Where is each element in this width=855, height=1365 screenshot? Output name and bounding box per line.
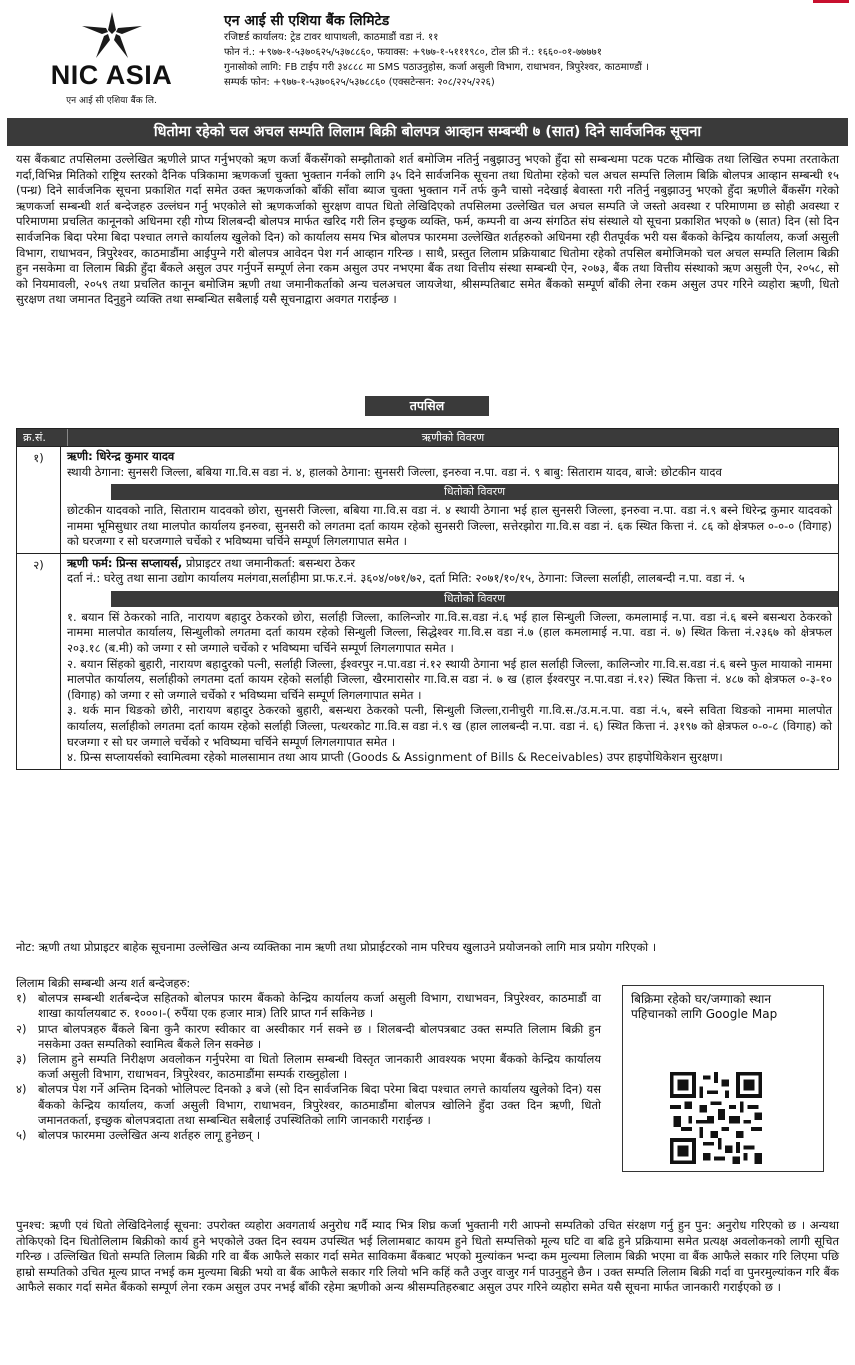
row-number: २) [17,554,61,769]
col-sn-header: क्र.सं. [17,429,68,446]
col-detail-header: ऋणीको विवरण [421,431,485,444]
borrower-detail: स्थायी ठेगाना: सुनसरी जिल्ला, बबिया गा.वि.स वडा नं. ४, हालको ठेगाना: सुनसरी जिल्ला, इनरुवा न.पा. वडा नं. ९ बाबु: सिताराम यादव, बाजे: छोटकीन यादव [67,464,722,479]
borrower-info [61,447,838,482]
terms-title: लिलाम बिक्री सम्बन्धी अन्य शर्त बन्देजहरु: [16,976,191,990]
qr-caption: बिक्रिमा रहेको घर/जग्गाको स्थान पहिचानको लागि Google Map [631,992,778,1021]
borrower-label: ऋणी: [67,449,93,463]
borrower-label: ऋणी फर्म: [67,555,113,570]
proprietor-detail: प्रोप्राइटर तथा जमानीकर्ता: बसन्धरा ठेकर [182,555,356,570]
logo-subtitle: एन आई सी एशिया बैंक लि. [66,96,157,106]
qr-code-icon[interactable] [670,1072,762,1164]
intro-paragraph: यस बैंकबाट तपसिलमा उल्लेखित ऋणीले प्राप्त गर्नुभएको ऋण कर्जा बैंकसँगको सम्झौताको शर्त बमोजिम नतिर्नु नबुझाउनु भएको हुँदा सो सम्बन्धमा पटक पटक मौखिक तथा लिखित रुपमा तरताकेता गर्दा,विभिन्न मितिको राष्ट्रिय स्तरको दैनिक पत्रिकामा ऋणकर्जा चुक्ता भुक्तान गर्नको लागि ३५ दिने सार्वजनिक सूचना तथा धितोमा रहेको चल अचल सम्पत्ति लिलाम बिक्रि बोलपत्र आव्हान सम्बन्धी १५ (पन्ध्र) दिने सार्वजनिक सूचना प्रकाशित गर्दा समेत उक्त ऋणकर्जाको बाँकी साँवा ब्याज चुक्ता भुक्तान गर्ने तर्फ कुनै चासो नदेखाई बेवास्ता गरी नतिर्नु नबुझाउनु भएको हुँदा ऋणीले बैंकसँग गरेको ऋणकर्जा सम्बन्धी शर्त बन्देजहरु उल्लंघन गर्नु भएकोले सो ऋणकर्जाको सुरक्षण वापत धितो लेखिदिएको तपसिलमा उल्लेखित चल अचल सम्पति जे जस्तो अवस्था र परिमाणमा छ सोही अवस्था र परिमाणमा प्रचलित कानूनको अधिनमा रही गोप्य शिलबन्दी बोलपत्र मार्फत खरिद गरी लिन इच्छुक व्यक्ति, फर्म, कम्पनी वा अन्य संगठित संघ संस्थाले यो सूचना प्रकाशित भएको ७ (सात) दिन (सो दिन सार्वजनिक बिदा परेमा बिदा पश्चात लगत्ते कार्यालय खुलेको दिन) को कार्यालय समय भित्र बोलपत्र फारममा उल्लेखित शर्तहरुको अधिनमा रही रीतपूर्वक भरी यस बैंकको केन्द्रिय कार्यालय, कर्जा असुली विभाग, राधाभवन, त्रिपुरेश्वर, काठमाडौंमा आईपुग्ने गरी बोलपत्र आवेदन पेश गर्न आव्हान गरिन्छ । साथै, प्रस्तुत लिलाम प्रक्रियाबाट धितोमा रहेको तपसिल बमोजिमको चल अचल सम्पति लिलाम बिक्री हुन नसकेमा वा लिलाम बिक्री हुँदा बैंकले असुल उपर गर्नुपर्ने सम्पूर्ण लेना रकम असुल उपर नभएमा बैंक तथा वित्तीय संस्था सम्बन्धी ऐन, २०७३, बैंक तथा वित्तीय संस्थाको ऋण असुली ऐन, २०५८, सो को नियमावली, २०५९ तथा प्रचलित कानून बमोजिम ऋणी तथा जमानीकर्ताको अन्य चलअचल जायजेथा, श्रीसम्पतिबाट समेत बैंकको सम्पूर्ण बाँकी लेना रकम असुल उपर गरिने व्यहोरा ऋणी, धितो सुरक्षण तथा जमानत दिनुहुने व्यक्ति तथा सम्बन्धित सबैलाई यसै सूचनाद्वारा अवगत गराईन्छ । [16,152,839,307]
list-item: ५) बोलपत्र फारममा उल्लेखित अन्य शर्तहरु लागू हुनेछन् । [16,1128,261,1143]
contact-line: रजिष्टर्ड कार्यालय: ट्रेड टावर थापाथली, काठमाडौं वडा नं. ११ [224,32,439,43]
star-logo-icon [82,12,142,58]
tapsil-heading: तपसिल [365,396,489,416]
bank-contact-info [224,12,841,90]
header [14,12,841,112]
notice-title: धितोमा रहेको चल अचल सम्पति लिलाम बिक्री बोलपत्र आव्हान सम्बन्धी ७ (सात) दिने सार्वजनिक सूचना [7,118,848,146]
contact-line: फोन नं.: +९७७-१-५३७०६२५/५३७८८६०, फयाक्स: +९७७-१-५१११९८०, टोल फ्री नं.: १६६०-०१-७७७७१ [224,47,602,58]
postscript: पुनश्च: ऋणी एवं धितो लेखिदिनेलाई सूचना: उपरोक्त व्यहोरा अवगतार्थ अनुरोध गर्दै म्याद भित्र शिघ्र कर्जा भुक्तानी गरी आफ्नो सम्पतिको उचित संरक्षण गर्नु हुन पुन: अनुरोध गरिएको छ । अन्यथा तोकिएको दिन धितोलिलाम बिक्रीको कार्य हुने भएकोले उक्त दिन स्वयम उपस्थित भई लिलामबाट कायम हुने धितो सम्पत्तिको मूल्य घटि वा बढि हुने प्रक्रियामा समेत प्रत्यक्ष अवलोकनको लागी सूचित गरिन्छ । उल्लिखित धितो सम्पति लिलाम बिक्री गरि वा बैंक आफैले सकार गर्दा समेत साविकमा बैंकबाट भएको मुल्यांकन भन्दा कम मुल्यमा लिलाम बिक्री भएमा वा बैंक आफैले सकार गरि लिएमा पछि हाम्रो सम्पतिको उचित मूल्य प्राप्त नभई कम मुल्यमा बिक्री भयो वा बैंक आफैले सकार गरि लियो भनि कहिं कतै उजुर वाजुर गर्न पाउनुहुने छैन । उक्त सम्पति लिलाम बिक्री गर्दा वा पुनरमुल्यांकन गरि बैंक आफैले सकार गर्दा समेत बैंकको सम्पूर्ण लेना रकम असुल उपर नभई बाँकी रहेमा ऋणीको अन्य श्रीसम्पतिहरुबाट असुल उपर गरिने व्यहोरा समेत यसै सूचना मार्फत जानकारी गराईएको छ । [16,1218,839,1294]
bank-name: एन आई सी एशिया बैंक लिमिटेड [224,13,390,29]
contact-line: सम्पर्क फोन: +९७७-१-५३७०६२५/५३७८८६० (एक्सटेन्सन: २०८/२२५/२२६) [224,77,495,88]
collateral-heading: धितोको विवरण [111,484,838,500]
list-item: ४. प्रिन्स सप्लायर्सको स्वामित्वमा रहेको मालसामान तथा आय प्राप्ती (Goods & Assignment of Bills & Receivables) उपर हाइपोथिकेशन सुरक्षण। [67,750,723,765]
logo-text: NIC ASIA [50,60,173,90]
collateral-list [61,607,838,769]
list-item: १) बोलपत्र सम्बन्धी शर्तबन्देज सहितको बोलपत्र फारम बैंकको केन्द्रिय कार्यालय कर्जा असुली विभाग, राधाभवन, त्रिपुरेश्वर, काठमाडौं वा शाखा कार्यालयबाट रु. १०००।-( रुपैंया एक हजार मात्र) तिरि प्राप्त गर्न सकिनेछ । [16,991,601,1021]
corner-accent [813,0,849,3]
map-qr-box [622,985,824,1172]
table-row [17,446,838,553]
list-item: २) प्राप्त बोलपत्रहरु बैंकले बिना कुनै कारण स्वीकार वा अस्वीकार गर्न सक्ने छ । शिलबन्दी बोलपत्रबाट उक्त सम्पति लिलाम बिक्री हुन नसकेमा उक्त सम्पतिको स्वामित्व बैंकले लिन सक्नेछ । [16,1021,601,1051]
borrower-info [61,554,838,589]
collateral-detail: छोटकीन यादवको नाति, सिताराम यादवको छोरा, सुनसरी जिल्ला, बबिया गा.वि.स वडा नं. ४ स्थायी ठेगाना भई हाल सुनसरी जिल्ला, इनरुवा न.पा. वडा नं.९ बस्ने धिरेन्द्र कुमार यादवको नाममा भूमिसुधार तथा मालपोत कार्यालय इनरुवा, सुनसरी को लगतमा दर्ता कायम रहेको सुनसरी जिल्ला, सत्तेरझोरा गा.वि.स वडा नं. ६क स्थित कित्ता नं. ८६ को क्षेत्रफल ०-०-० (विगाह) को घरजग्गा र सो घरजग्गाले चर्चेको र भविष्यमा चर्चिने सम्पूर्ण लिगलगापात समेत । [67,503,832,549]
borrower-name: धिरेन्द्र कुमार यादव [96,449,175,463]
list-item: २. बयान सिंहको बुहारी, नारायण बहादुरको पत्नी, सर्लाही जिल्ला, ईश्वरपुर न.पा.वडा नं.१२ स्थायी ठेगाना भई हाल सर्लाही जिल्ला, कालिन्जोर गा.वि.स.वडा नं.६ बस्ने फुल मायाको नाममा मालपोत कार्यालय, सर्लाहीको लगतमा दर्ता कायम रहेको सर्लाही जिल्ला, खैरमारासोर गा.वि.स वडा नं. ७ ख (हाल ईश्वरपुर न.पा.वडा नं.१२) स्थित कित्ता नं. ४८७ को क्षेत्रफल ०-३-१० (विगाह) को जग्गा र सो जग्गाले चर्चेको र भविष्यमा चर्चिने सम्पूर्ण लिगलगापात समेत । [67,656,832,702]
table-row [17,553,838,769]
list-item: ४) बोलपत्र पेश गर्ने अन्तिम दिनको भोलिपल्ट दिनको ३ बजे (सो दिन सार्वजनिक बिदा परेमा बिदा पश्चात लगत्ते कार्यालय खुलेको दिन) यस बैंकको केन्द्रिय कार्यालय, कर्जा असुली विभाग, राधाभवन, त्रिपुरेश्वर, काठमाडौंमा बोलपत्र खोलिने हुँदा उक्त दिन ऋणी, धितो जमानतकर्ता, इच्छुक बोलपत्रदाता तथा सम्बन्धित सबैलाई उपस्थितिको लागि जानकारी गराईन्छ । [16,1082,601,1127]
borrower-detail: दर्ता नं.: घरेलु तथा साना उद्योग कार्यालय मलंगवा,सर्लाहीमा प्रा.फ.र.नं. ३६०४/०७१/७२, दर्ता मिति: २०७१/१०/१५, ठेगाना: जिल्ला सर्लाही, लालबन्दी न.पा. वडा नं. ५ [67,571,745,586]
borrower-name: प्रिन्स सप्लायर्स, [116,555,183,570]
table-header [17,429,838,446]
contact-line: गुनासोको लागि: FB टाईप गरी ३४८८८ मा SMS पठाउनुहोस, कर्जा असुली विभाग, राधाभवन, त्रिपुरेश्वर, काठमाण्डौं । [224,62,649,73]
collateral-heading: धितोको विवरण [111,591,838,607]
list-item: ३) लिलाम हुने सम्पति निरीक्षण अवलोकन गर्नुपरेमा वा धितो लिलाम सम्बन्धी विस्तृत जानकारी आवश्यक भएमा बैंकको केन्द्रिय कार्यालय कर्जा असुली विभाग, राधाभवन, त्रिपुरेश्वर, काठमाडौंमा सम्पर्क राख्नुहोला । [16,1052,601,1082]
row-number: १) [17,447,61,553]
list-item: ३. थर्क मान थिङको छोरी, नारायण बहादुर ठेकरको बुहारी, बसन्धरा ठेकरको पत्नी, सिन्धुली जिल्ला,रानीचुरी गा.वि.स./उ.म.न.पा. वडा नं.५, बस्ने सविता थिङको नाममा मालपोत कार्यालय, सर्लाहीको लगतमा दर्ता कायम रहेको सर्लाही जिल्ला, पत्थरकोट गा.वि.स वडा नं.९ ख (हाल लालबन्दी न.पा. वडा नं. ६) स्थित कित्ता नं. ३१९७ को क्षेत्रफल ०-०-८ (विगाह) को घरजग्गा र सो घर जग्गाले चर्चेको र भविष्यमा चर्चिने सम्पूर्ण लिगलगापात समेत । [67,703,832,749]
borrower-table [16,428,839,770]
note: नोट: ऋणी तथा प्रोप्राइटर बाहेक सूचनामा उल्लेखित अन्य व्यक्तिका नाम ऋणी तथा प्रोप्राईटरको नाम परिचय खुलाउने प्रयोजनको लागि मात्र प्रयोग गरिएको । [16,940,657,954]
auction-terms [16,976,601,1143]
list-item: १. बयान सिं ठेकरको नाति, नारायण बहादुर ठेकरको छोरा, सर्लाही जिल्ला, कालिन्जोर गा.वि.स.वडा नं.६ भई हाल सिन्धुली जिल्ला, कमलामाई न.पा. वडा नं.६ बस्ने बसन्धरा ठेकरको नाममा मालपोत कार्यालय, सिन्धुलीको लगतमा दर्ता कायम रहेको सिन्धुली जिल्ला, सिद्धेश्वर गा.वि.स वडा नं.७ (हाल कमलामाई न.पा. वडा नं. ७) स्थित कित्ता नं.२३६७ को क्षेत्रफल २०३.१८ (ब.मी) को जग्गा र सो जग्गाले चर्चेको र भविष्यमा चर्चिने सम्पूर्ण लिगलगापात समेत । [67,609,832,655]
bank-logo [14,12,209,112]
